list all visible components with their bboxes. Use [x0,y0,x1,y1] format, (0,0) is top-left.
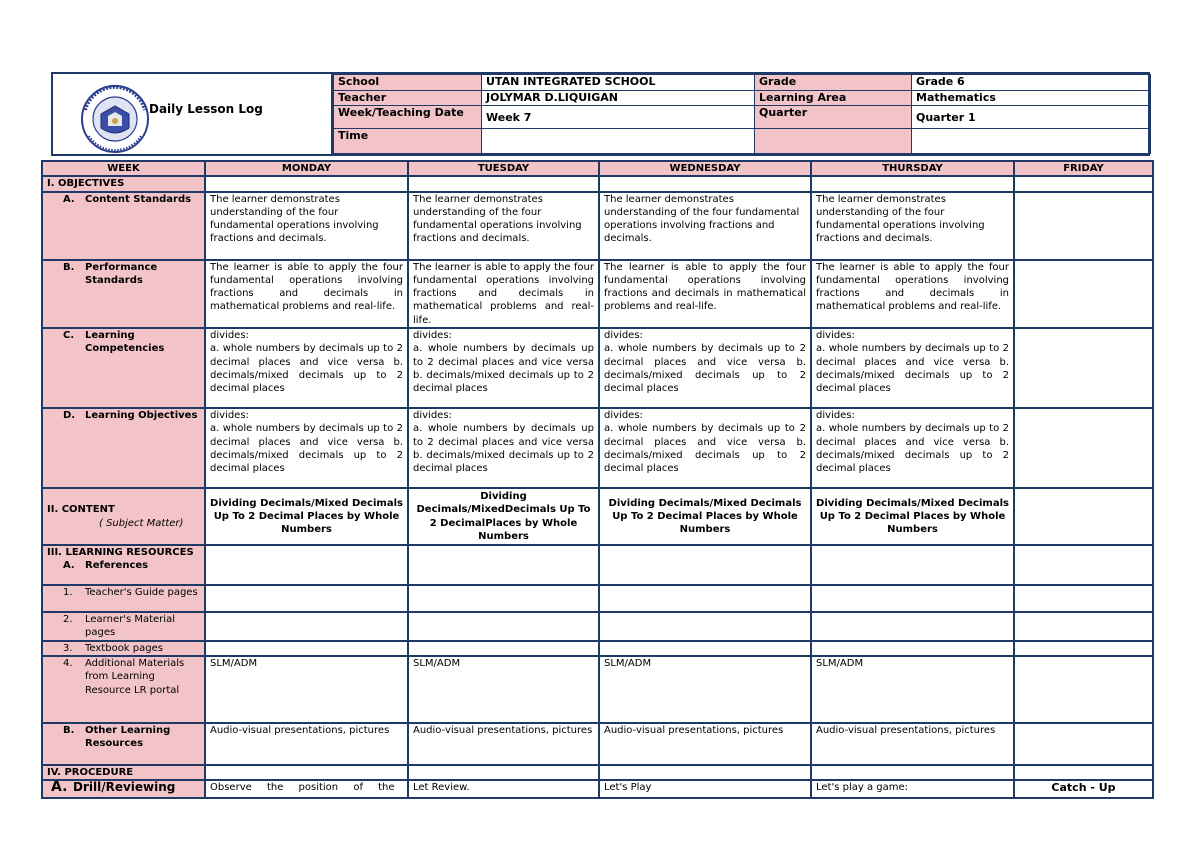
cell [408,641,599,656]
learning-competencies-thursday: divides: a. whole numbers by decimals up to 2 decimal places and vice versa b. decimals/mixed decimals up to 2 decimal places [811,328,1014,408]
drill-friday: Catch - Up [1014,780,1153,798]
content-tuesday: Dividing Decimals/MixedDecimals Up To 2 DecimalPlaces by Whole Numbers [408,488,599,545]
lesson-table [41,160,1152,799]
week-value: Week 7 [482,106,755,129]
learning-competencies-monday: divides: a. whole numbers by decimals up to 2 decimal places and vice versa b. decimals/mixed decimals up to 2 decimal places [205,328,408,408]
content-standards-tuesday: The learner demonstrates understanding of the four fundamental operations involving fractions and decimals. [408,192,599,260]
performance-standards-row [42,260,1153,328]
cell [205,641,408,656]
content-label: II. CONTENT ( Subject Matter) [42,488,205,545]
drill-reviewing-row [42,780,1153,798]
drill-tuesday: Let Review. [408,780,599,798]
cell [599,765,811,780]
cell [811,641,1014,656]
week-label: Week/Teaching Date [334,106,482,129]
cell [408,176,599,191]
additional-materials-friday [1014,656,1153,723]
performance-standards-friday [1014,260,1153,328]
cell [1014,545,1153,585]
school-label: School [334,75,482,91]
additional-materials-thursday: SLM/ADM [811,656,1014,723]
cell [1014,176,1153,191]
cell [205,612,408,641]
time-value [482,129,755,154]
tuesday-header: TUESDAY [408,161,599,176]
performance-standards-monday: The learner is able to apply the four fundamental operations involving fractions and decimals in mathematical problems and real-life. [205,260,408,328]
teacher-label: Teacher [334,90,482,106]
performance-standards-label: B. Performance Standards [42,260,205,328]
learning-resources-row [42,545,1153,585]
header-info-grid [331,74,1150,154]
content-friday [1014,488,1153,545]
performance-standards-wednesday: The learner is able to apply the four fundamental operations involving fractions and decimals in mathematical problems and real-life. [599,260,811,328]
learning-competencies-wednesday: divides: a. whole numbers by decimals up to 2 decimal places and vice versa b. decimals/mixed decimals up to 2 decimal places [599,328,811,408]
week-header: WEEK [42,161,205,176]
content-standards-wednesday: The learner demonstrates understanding of the four fundamental operations involving fractions and decimals. [599,192,811,260]
performance-standards-thursday: The learner is able to apply the four fundamental operations involving fractions and decimals in mathematical problems and real-life. [811,260,1014,328]
cell [205,765,408,780]
performance-standards-tuesday: The learner is able to apply the four fundamental operations involving fractions and decimals in mathematical problems and real-life. [408,260,599,328]
learning-area-value: Mathematics [912,90,1151,106]
learning-resources-label: III. LEARNING RESOURCES A. References [42,545,205,585]
content-standards-friday [1014,192,1153,260]
thursday-header: THURSDAY [811,161,1014,176]
cell [599,545,811,585]
cell [205,176,408,191]
other-resources-thursday: Audio-visual presentations, pictures [811,723,1014,765]
content-standards-row [42,192,1153,260]
additional-materials-tuesday: SLM/ADM [408,656,599,723]
school-value: UTAN INTEGRATED SCHOOL [482,75,755,91]
day-header-row [42,161,1153,176]
blank-label [755,129,912,154]
other-resources-friday [1014,723,1153,765]
learners-material-label: 2. Learner's Material pages [42,612,205,641]
other-resources-tuesday: Audio-visual presentations, pictures [408,723,599,765]
learning-competencies-label: C. Learning Competencies [42,328,205,408]
cell [205,545,408,585]
content-row [42,488,1153,545]
textbook-pages-label: 3. Textbook pages [42,641,205,656]
learning-objectives-monday: divides: a. whole numbers by decimals up to 2 decimal places and vice versa b. decimals/mixed decimals up to 2 decimal places [205,408,408,488]
learners-material-row [42,612,1153,641]
other-resources-wednesday: Audio-visual presentations, pictures [599,723,811,765]
cell [811,765,1014,780]
drill-wednesday: Let's Play [599,780,811,798]
learning-competencies-tuesday: divides: a. whole numbers by decimals up to 2 decimal places and vice versa b. decimals/mixed decimals up to 2 decimal places [408,328,599,408]
objectives-section-label: I. OBJECTIVES [42,176,205,191]
content-thursday: Dividing Decimals/Mixed Decimals Up To 2 Decimal Places by Whole Numbers [811,488,1014,545]
additional-materials-row [42,656,1153,723]
cell [599,176,811,191]
cell [1014,585,1153,612]
learning-objectives-row [42,408,1153,488]
content-monday: Dividing Decimals/Mixed Decimals Up To 2 Decimal Places by Whole Numbers [205,488,408,545]
grade-value: Grade 6 [912,75,1151,91]
cell [408,545,599,585]
teachers-guide-row [42,585,1153,612]
monday-header: MONDAY [205,161,408,176]
friday-header: FRIDAY [1014,161,1153,176]
additional-materials-label: 4. Additional Materials from Learning Resource LR portal [42,656,205,723]
textbook-pages-row [42,641,1153,656]
learning-objectives-tuesday: divides: a. whole numbers by decimals up to 2 decimal places and vice versa b. decimals/mixed decimals up to 2 decimal places [408,408,599,488]
learning-competencies-friday [1014,328,1153,408]
page-title: Daily Lesson Log [149,102,263,116]
cell [1014,612,1153,641]
content-wednesday: Dividing Decimals/Mixed Decimals Up To 2 Decimal Places by Whole Numbers [599,488,811,545]
content-standards-label: A. Content Standards [42,192,205,260]
additional-materials-wednesday: SLM/ADM [599,656,811,723]
learning-competencies-row [42,328,1153,408]
header-box [51,72,1150,156]
cell [205,585,408,612]
blank-value [912,129,1151,154]
procedure-row [42,765,1153,780]
drill-thursday: Let's play a game: [811,780,1014,798]
cell [408,765,599,780]
learning-objectives-wednesday: divides: a. whole numbers by decimals up to 2 decimal places and vice versa b. decimals/mixed decimals up to 2 decimal places [599,408,811,488]
other-resources-label: B. Other Learning Resources [42,723,205,765]
cell [599,612,811,641]
procedure-section-label: IV. PROCEDURE [42,765,205,780]
learning-objectives-thursday: divides: a. whole numbers by decimals up to 2 decimal places and vice versa b. decimals/mixed decimals up to 2 decimal places [811,408,1014,488]
other-resources-monday: Audio-visual presentations, pictures [205,723,408,765]
drill-monday: Observe the position of the [205,780,408,798]
time-label: Time [334,129,482,154]
content-standards-thursday: The learner demonstrates understanding of the four fundamental operations involving fractions and decimals. [811,192,1014,260]
learning-area-label: Learning Area [755,90,912,106]
content-standards-monday: The learner demonstrates understanding of the four fundamental operations involving fractions and decimals. [205,192,408,260]
deped-seal-icon [75,84,155,154]
additional-materials-monday: SLM/ADM [205,656,408,723]
other-resources-row [42,723,1153,765]
header-title-area [53,74,331,154]
cell [811,545,1014,585]
cell [811,612,1014,641]
cell [599,641,811,656]
wednesday-header: WEDNESDAY [599,161,811,176]
objectives-row [42,176,1153,191]
learning-objectives-friday [1014,408,1153,488]
teachers-guide-label: 1. Teacher's Guide pages [42,585,205,612]
cell [1014,641,1153,656]
drill-reviewing-label: A. Drill/Reviewing [42,780,205,798]
cell [1014,765,1153,780]
cell [599,585,811,612]
cell [811,176,1014,191]
cell [408,585,599,612]
cell [811,585,1014,612]
teacher-value: JOLYMAR D.LIQUIGAN [482,90,755,106]
quarter-label: Quarter [755,106,912,129]
quarter-value: Quarter 1 [912,106,1151,129]
grade-label: Grade [755,75,912,91]
learning-objectives-label: D. Learning Objectives [42,408,205,488]
cell [408,612,599,641]
